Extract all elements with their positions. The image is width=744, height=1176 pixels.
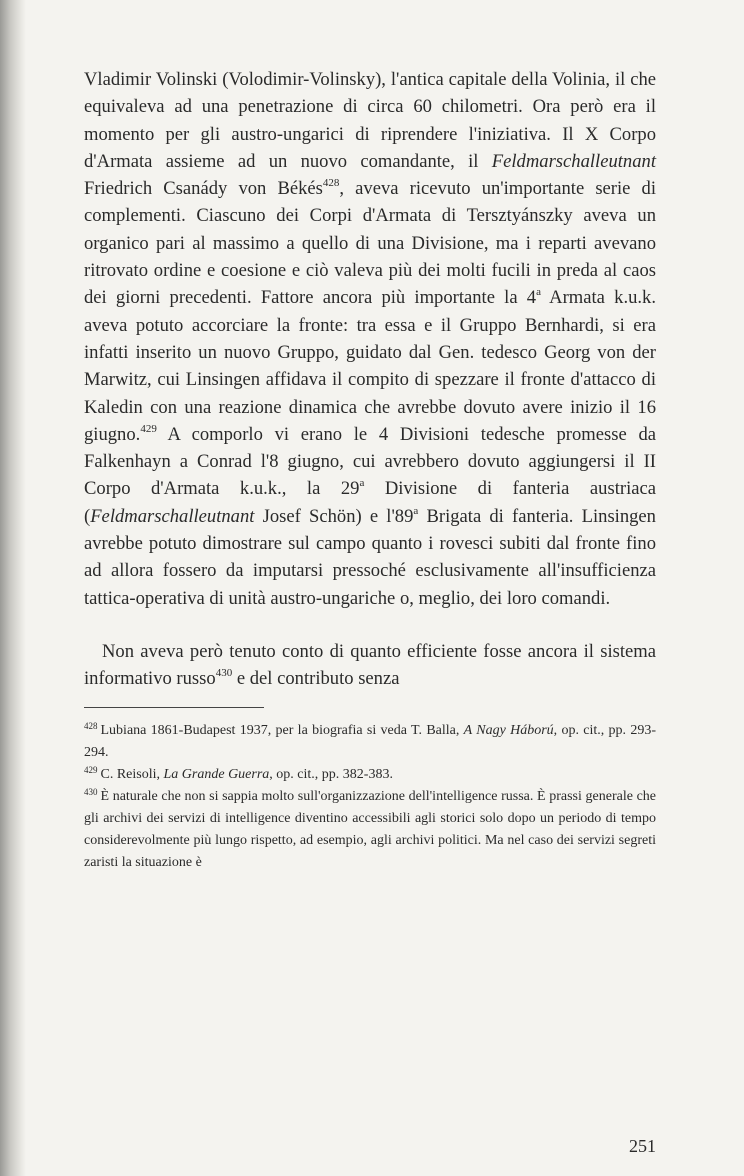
footnotes [84, 720, 656, 874]
text-segment: A comporlo vi erano le 4 Divisioni tedesche promesse da Falkenhayn a Conrad l'8 giugno, cui avrebbero dovuto aggiungersi il II Corpo d'Armata k.u.k., la 29 [84, 423, 656, 500]
page-number: 251 [629, 1136, 656, 1156]
footnote-ref-428: 428 [322, 177, 340, 190]
footnote-text: Lubiana 1861-Budapest 1937, per la biografia si veda T. Balla, [100, 722, 464, 738]
text-segment: Friedrich Csanády von Békés [84, 178, 323, 200]
ordinal-superscript: a [536, 286, 541, 299]
italic-rank: Feldmarschalleutnant [90, 505, 255, 527]
footnote-number: 430 [84, 786, 98, 797]
text-segment: Non aveva però tenuto conto di quanto efficiente fosse ancora il sistema informativo russo [84, 640, 656, 690]
text-segment: Armata k.u.k. aveva potuto accorciare la fronte: tra essa e il Gruppo Bernhardi, si era infatti inserito un nuovo Gruppo, guidato dal Gen. tedesco Georg von der Marwitz, cui Linsingen affidava il compito di spezzare il fronte d'attacco di Kaledin con una reazione dinamica che avrebbe dovuto avere inizio il 16 giugno. [84, 287, 656, 445]
footnote-430 [84, 786, 656, 874]
text-segment: Josef Schön) e l'89 [254, 505, 414, 527]
main-paragraph-1 [84, 66, 656, 612]
footnote-separator [84, 707, 264, 708]
main-paragraph-2 [84, 638, 656, 693]
footnote-text: C. Reisoli, [100, 766, 164, 782]
book-spine-shadow [0, 0, 26, 1176]
italic-rank: Feldmarschalleutnant [491, 150, 656, 172]
footnote-text: È naturale che non si sappia molto sull'organizzazione dell'intelligence russa. È prassi generale che gli archivi dei servizi di intelligence diventino accessibili agli storici solo dopo un periodo di tempo considerevolmente più lungo rispetto, ad esempio, agli archivi politici. Ma nel caso dei servizi segreti zaristi la situazione è [84, 788, 656, 870]
footnote-text: , op. cit., pp. 293-294. [84, 722, 656, 760]
text-segment: Vladimir Volinski (Volodimir-Volinsky), l'antica capitale della Volinia, il che equivaleva ad una penetrazione di circa 60 chilometri. Ora però era il momento per gli austro-ungarici di riprendere l'iniziativa. Il X Corpo d'Armata assieme ad un nuovo comandante, il [84, 69, 656, 172]
footnote-428 [84, 720, 656, 764]
footnote-number: 428 [84, 720, 98, 731]
ordinal-superscript: a [359, 477, 365, 490]
footnote-ref-429: 429 [140, 422, 157, 435]
footnote-title: A Nagy Háború [463, 722, 554, 738]
footnote-number: 429 [84, 764, 98, 775]
text-segment: e del contributo senza [232, 668, 400, 690]
text-segment: Divisione di fanteria austriaca ( [84, 478, 656, 527]
footnote-title: La Grande Guerra [163, 766, 270, 782]
footnote-429 [84, 764, 656, 786]
text-segment: Brigata di fanteria. Linsingen avrebbe potuto dimostrare sul campo quanto i rovesci subiti dal fronte fino ad allora fossero da imputarsi pressoché esclusivamente all'insufficienza tattica-operativa di unità austro-ungariche o, meglio, dei loro comandi. [84, 505, 656, 609]
book-page [84, 66, 656, 874]
text-segment: , aveva ricevuto un'importante serie di complementi. Ciascuno dei Corpi d'Armata di Tersztyánszky aveva un organico pari al massimo a quello di una Divisione, ma i reparti avevano ritrovato ordine e coesione e ciò valeva più dei molti fucili in preda al caos dei giorni precedenti. Fattore ancora più importante la 4 [84, 178, 657, 309]
ordinal-superscript: a [413, 504, 419, 517]
footnote-ref-430: 430 [215, 667, 233, 680]
footnote-text: , op. cit., pp. 382-383. [269, 766, 393, 782]
